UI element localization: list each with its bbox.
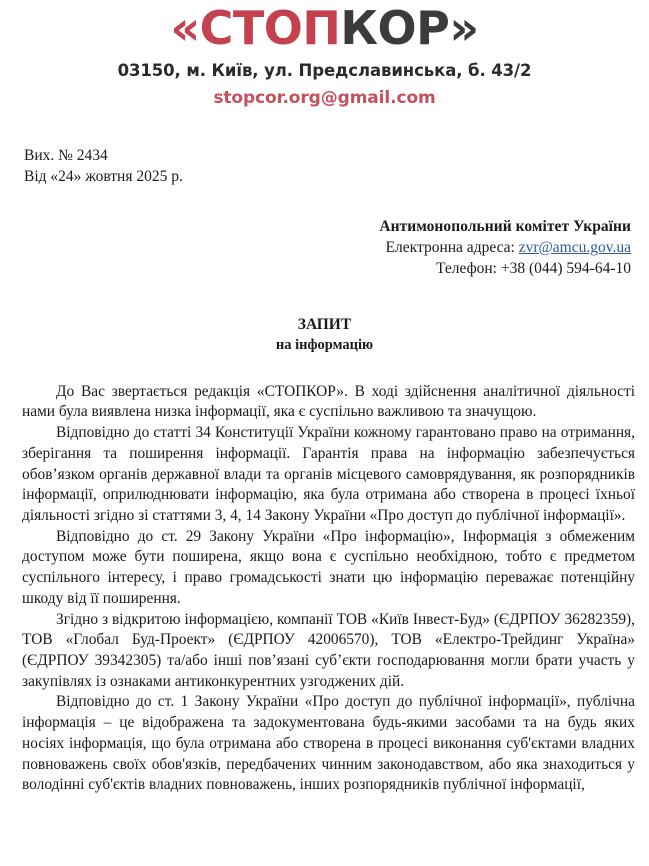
recipient-name: Антимонопольний комітет України — [379, 217, 631, 235]
recipient-email-line — [0, 237, 631, 258]
page-title-line2: на інформацію — [275, 337, 374, 354]
page-title — [0, 315, 649, 355]
organization-logo — [0, 1, 649, 55]
body-paragraph: Відповідно до ст. 29 Закону України «Про інформацію», Інформація з обмеженим доступом може бути поширена, якщо вона є суспільно необхідною, тобто є предметом суспільного інтересу, і право громадськості знати цю інформацію переважає потенційну шкоду від її поширення. — [22, 527, 635, 607]
body-paragraph: До Вас звертається редакція «СТОПКОР». В ході здійснення аналітичної діяльності нами була виявлена низка інформації, яка є суспільно важливою та значущою. — [22, 382, 635, 421]
organization-address: 03150, м. Київ, ул. Предславинська, б. 43/2 — [117, 61, 532, 81]
recipient-email-label: Електронна адреса: — [385, 238, 515, 256]
body-paragraph: Відповідно до статті 34 Конституції України кожному гарантовано право на отримання, зберігання та поширення інформації. Гарантія права на інформацію забезпечується обов’язком органів державної влади та органів місцевого самоврядування, як розпорядників інформації, оприлюднювати інформацію, яка була отримана або створена в процесі їхньої діяльності згідно зі статтями 3, 4, 14 Закону України «Про доступ до публічної інформації». — [22, 424, 635, 525]
body-paragraph: Відповідно до ст. 1 Закону України «Про доступ до публічної інформації», публічна інформація – це відображена та задокументована будь-якими засобами та на будь яких носіях інформація, що була отримана або створена в процесі виконання суб'єктами владних повноважень своїх обов'язків, передбачених чинним законодавством, або яка знаходиться у володінні суб'єктів владних повноважень, інших розпорядників публічної інформації, — [22, 693, 635, 794]
organization-email: stopcor.org@gmail.com — [213, 88, 436, 109]
logo-text-red: «СТОП — [170, 1, 341, 55]
document-date: Від «24» жовтня 2025 р. — [24, 167, 183, 185]
page-title-line1: ЗАПИТ — [297, 316, 352, 334]
recipient-phone: Телефон: +38 (044) 594-64-10 — [436, 259, 631, 277]
document-body — [22, 382, 635, 796]
logo-text-dark: КОР» — [340, 1, 479, 55]
outgoing-number: Вих. № 2434 — [24, 147, 108, 165]
reference-block — [24, 146, 649, 187]
letterhead — [0, 0, 649, 108]
body-paragraph: Згідно з відкритою інформацією, компанії ТОВ «Київ Інвест-Буд» (ЄДРПОУ 36282359), ТОВ «Глобал Буд-Проект» (ЄДРПОУ 42006570), ТОВ «Електро-Трейдинг Україна» (ЄДРПОУ 39342305) та/або інші пов’язані суб’єкти господарювання могли брати участь у закупівлях із ознаками антиконкурентних узгоджених дій. — [22, 610, 635, 690]
recipient-block — [0, 216, 631, 280]
recipient-email-link[interactable]: zvr@amcu.gov.ua — [518, 238, 631, 256]
